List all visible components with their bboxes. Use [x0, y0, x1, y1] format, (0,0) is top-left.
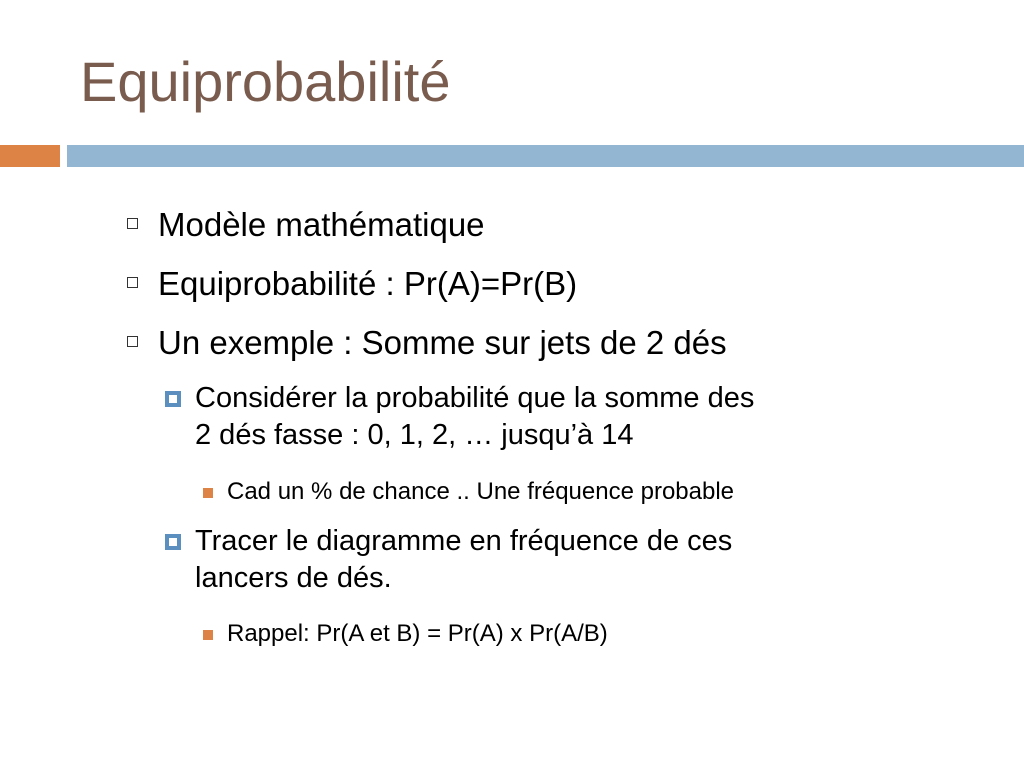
bullet-text-line-1: Considérer la probabilité que la somme des — [195, 382, 755, 414]
orange-square-icon — [203, 630, 213, 640]
bullet-text: Rappel: Pr(A et B) = Pr(A) x Pr(A/B) — [227, 620, 608, 647]
bullet-text: Un exemple : Somme sur jets de 2 dés — [158, 324, 727, 361]
bullet-un-exemple — [158, 323, 727, 363]
bullet-text-line-2: lancers de dés. — [195, 562, 392, 594]
bullet-text: Equiprobabilité : Pr(A)=Pr(B) — [158, 265, 578, 302]
bullet-text-line-1: Tracer le diagramme en fréquence de ces — [195, 525, 733, 557]
hollow-square-icon — [127, 277, 138, 288]
bullet-rappel — [227, 619, 608, 649]
bullet-modele-mathematique — [158, 205, 485, 245]
bullet-cad-un-pourcent — [227, 477, 734, 507]
hollow-square-icon — [127, 218, 138, 229]
hollow-square-icon — [127, 336, 138, 347]
accent-bar-orange — [0, 145, 60, 167]
bullet-equiprobabilite — [158, 264, 577, 304]
bullet-text: Cad un % de chance .. Une fréquence probable — [227, 478, 735, 505]
blue-square-icon — [165, 534, 181, 550]
bullet-tracer-diagramme — [195, 523, 732, 597]
orange-square-icon — [203, 488, 213, 498]
bullet-text: Modèle mathématique — [158, 206, 485, 243]
blue-square-icon — [165, 391, 181, 407]
slide-title: Equiprobabilité — [80, 50, 451, 113]
bullet-text-line-2: 2 dés fasse : 0, 1, 2, … jusqu’à 14 — [195, 419, 634, 451]
bullet-considerer-probabilite — [195, 380, 754, 454]
accent-bar-blue — [67, 145, 1024, 167]
